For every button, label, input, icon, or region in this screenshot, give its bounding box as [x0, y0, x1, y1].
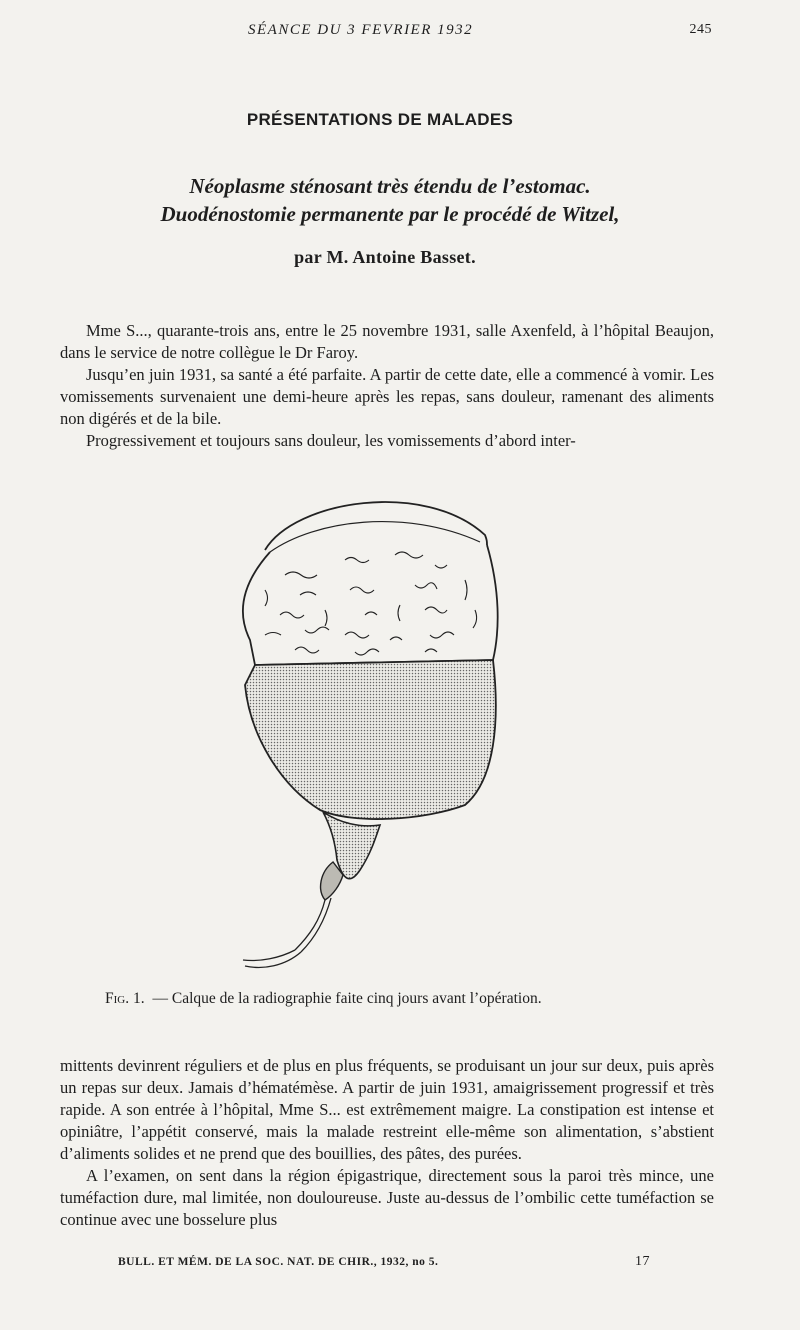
byline: par M. Antoine Basset. — [294, 247, 476, 267]
barium-body — [245, 660, 496, 819]
article-title-line-1: Néoplasme sténosant très étendu de l’estomac. — [189, 174, 591, 198]
paragraph: mittents devinrent réguliers et de plus en plus fréquents, se produisant un jour sur deux, puis après un repas sur deux. Jamais d’hématémèse. A partir de juin 1931, amaigrissement progressif et très rapide. A son entrée à l’hôpital, Mme S... est extrêmement maigre. La constipation est intense et opiniâtre, l’appétit conservé, mais la malade restreint elle-même son alimentation, s’abstient d’aliments solides et ne prend que des bouillies, des pâtes, des purées. — [60, 1056, 714, 1163]
duodenum-trace — [243, 950, 301, 967]
running-head — [0, 22, 800, 44]
food-mass-outline — [243, 545, 498, 665]
paragraph: Progressivement et toujours sans douleur, les vomissements d’abord inter- — [86, 431, 576, 450]
figure-label: Fig. 1. — [105, 990, 145, 1007]
journal-citation: BULL. ET MÉM. DE LA SOC. NAT. DE CHIR., 1932, no 5. — [118, 1256, 439, 1268]
stomach-radiograph-tracing — [225, 480, 525, 980]
page-number: 245 — [689, 22, 712, 37]
article-title — [60, 172, 720, 228]
pylorus-channel — [295, 898, 331, 952]
gas-bubble-outline — [265, 502, 487, 550]
body-text-top — [60, 320, 714, 452]
gas-bubble-inner — [270, 522, 480, 552]
article-title-line-2: Duodénostomie permanente par le procédé de Witzel, — [160, 202, 620, 226]
section-title: PRÉSENTATIONS DE MALADES — [246, 110, 514, 129]
figure-caption-text: — Calque de la radiographie faite cinq jours avant l’opération. — [152, 990, 542, 1007]
signature-number: 17 — [635, 1254, 650, 1269]
food-squiggles — [265, 552, 477, 655]
running-head-title: SÉANCE DU 3 FEVRIER 1932 — [248, 22, 474, 38]
paragraph: A l’examen, on sent dans la région épigastrique, directement sous la paroi très mince, une tuméfaction dure, mal limitée, non douloureuse. Juste au-dessus de l’ombilic cette tuméfaction se continue avec une bosselure plus — [60, 1166, 714, 1229]
figure-caption — [105, 990, 705, 1008]
paragraph: Jusqu’en juin 1931, sa santé a été parfaite. A partir de cette date, elle a commencé à vomir. Les vomissements survenaient une demi-heure après les repas, sans douleur, ramenant des aliments non digérés et de la bile. — [60, 365, 714, 428]
journal-footer — [118, 1256, 678, 1274]
body-text-bottom — [60, 1055, 714, 1231]
paragraph: Mme S..., quarante-trois ans, entre le 25 novembre 1931, salle Axenfeld, à l’hôpital Beaujon, dans le service de notre collègue le Dr Faroy. — [60, 321, 714, 362]
